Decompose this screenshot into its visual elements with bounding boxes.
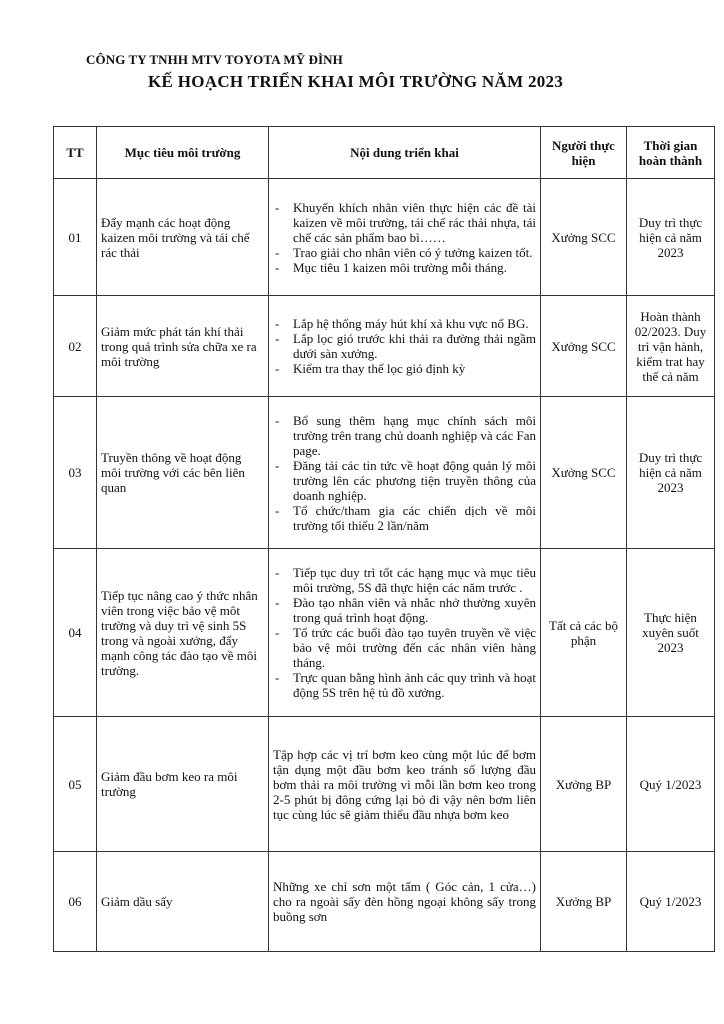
row-goal: Đẩy mạnh các hoạt động kaizen môi trường và tái chế rác thải [97, 179, 269, 296]
table-row [54, 717, 715, 852]
row-responsible: Tất cả các bộ phận [541, 549, 627, 717]
row-content [269, 179, 541, 296]
company-name: CÔNG TY TNHH MTV TOYOTA MỸ ĐÌNH [86, 52, 343, 67]
row-goal: Tiếp tục nâng cao ý thức nhân viên trong việc bảo vệ môt trường và duy trì vệ sinh 5S trong và ngoài xưởng, đẩy mạnh công tác đào tạo về môi trường. [97, 549, 269, 717]
content-item: - Tổ trức các buổi đào tạo tuyên truyền về việc bảo vệ môi trường đến các nhân viên hàng tháng. [273, 625, 536, 670]
row-responsible: Xưởng BP [541, 717, 627, 852]
row-responsible: Xưởng SCC [541, 179, 627, 296]
header-goal: Mục tiêu môi trường [97, 127, 269, 179]
table-row [54, 296, 715, 397]
row-deadline: Duy trì thực hiện cả năm 2023 [627, 179, 715, 296]
table-row [54, 549, 715, 717]
row-responsible: Xưởng SCC [541, 397, 627, 549]
row-content: Những xe chỉ sơn một tấm ( Góc cản, 1 cửa…) cho ra ngoài sấy đèn hồng ngoại không sấy trong buồng sơn [269, 852, 541, 952]
row-content [269, 397, 541, 549]
row-deadline: Quý 1/2023 [627, 852, 715, 952]
row-content [269, 549, 541, 717]
content-item: - Bổ sung thêm hạng mục chính sách môi trường trên trang chủ doanh nghiệp và các Fan page. [273, 413, 536, 458]
content-item: - Lắp lọc gió trước khi thải ra đường thải ngầm dưới sàn xưởng. [273, 331, 536, 361]
row-deadline: Duy trì thực hiện cả năm 2023 [627, 397, 715, 549]
row-content [269, 296, 541, 397]
row-goal: Giảm mức phát tán khí thải trong quá trình sửa chữa xe ra môi trường [97, 296, 269, 397]
row-deadline: Quý 1/2023 [627, 717, 715, 852]
row-responsible: Xưởng BP [541, 852, 627, 952]
table-row [54, 852, 715, 952]
row-deadline: Thực hiện xuyên suốt 2023 [627, 549, 715, 717]
content-item: - Đăng tải các tin tức về hoạt động quản lý môi trường lên các phương tiện truyền thông của doanh nghiệp. [273, 458, 536, 503]
row-goal: Giảm đầu bơm keo ra môi trường [97, 717, 269, 852]
content-item: - Trao giải cho nhân viên có ý tưởng kaizen tốt. [273, 245, 536, 260]
content-item: - Đào tạo nhân viên và nhắc nhở thường xuyên trong quá trình hoạt động. [273, 595, 536, 625]
content-item: - Mục tiêu 1 kaizen môi trường mỗi tháng. [273, 260, 536, 275]
row-number: 03 [54, 397, 97, 549]
content-item: - Tổ chức/tham gia các chiến dịch về môi trường tối thiểu 2 lần/năm [273, 503, 536, 533]
row-content: Tập hợp các vị trí bơm keo cùng một lúc để bơm tận dụng một đầu bơm keo tránh số lượng đầu bơm thải ra môi trường vì mỗi lần bơm keo trong 2-5 phút bị đông cứng lại bỏ đi vậy nên bơm liên tục cùng lúc sẽ giảm thiểu đầu nhựa bơm keo [269, 717, 541, 852]
content-item: - Khuyến khích nhân viên thực hiện các đề tài kaizen về môi trường, tái chế rác thải nhựa, tái chế các sản phẩm bao bì…… [273, 200, 536, 245]
content-item: - Kiểm tra thay thế lọc gió định kỳ [273, 361, 536, 376]
row-number: 04 [54, 549, 97, 717]
row-goal: Giảm dầu sấy [97, 852, 269, 952]
row-number: 02 [54, 296, 97, 397]
header-when: Thời gian hoàn thành [627, 127, 715, 179]
header-content: Nội dung triển khai [269, 127, 541, 179]
table-header-row [54, 127, 715, 179]
row-deadline: Hoàn thành 02/2023. Duy trì vận hành, kiểm trat hay thế cả năm [627, 296, 715, 397]
content-item: - Trực quan bằng hình ảnh các quy trình và hoạt động 5S trên hệ tủ đồ xưởng. [273, 670, 536, 700]
document-title: KẾ HOẠCH TRIỂN KHAI MÔI TRƯỜNG NĂM 2023 [148, 72, 564, 91]
row-number: 06 [54, 852, 97, 952]
row-responsible: Xưởng SCC [541, 296, 627, 397]
table-row [54, 179, 715, 296]
row-number: 01 [54, 179, 97, 296]
row-goal: Truyền thông về hoạt động môi trường với các bên liên quan [97, 397, 269, 549]
header-who: Người thực hiện [541, 127, 627, 179]
row-number: 05 [54, 717, 97, 852]
header-tt: TT [54, 127, 97, 179]
plan-table [53, 126, 715, 952]
table-row [54, 397, 715, 549]
content-item: - Lắp hệ thống máy hút khí xả khu vực nổ BG. [273, 316, 536, 331]
content-item: - Tiếp tục duy trì tốt các hạng mục và mục tiêu môi trường, 5S đã thực hiện các năm trước . [273, 565, 536, 595]
